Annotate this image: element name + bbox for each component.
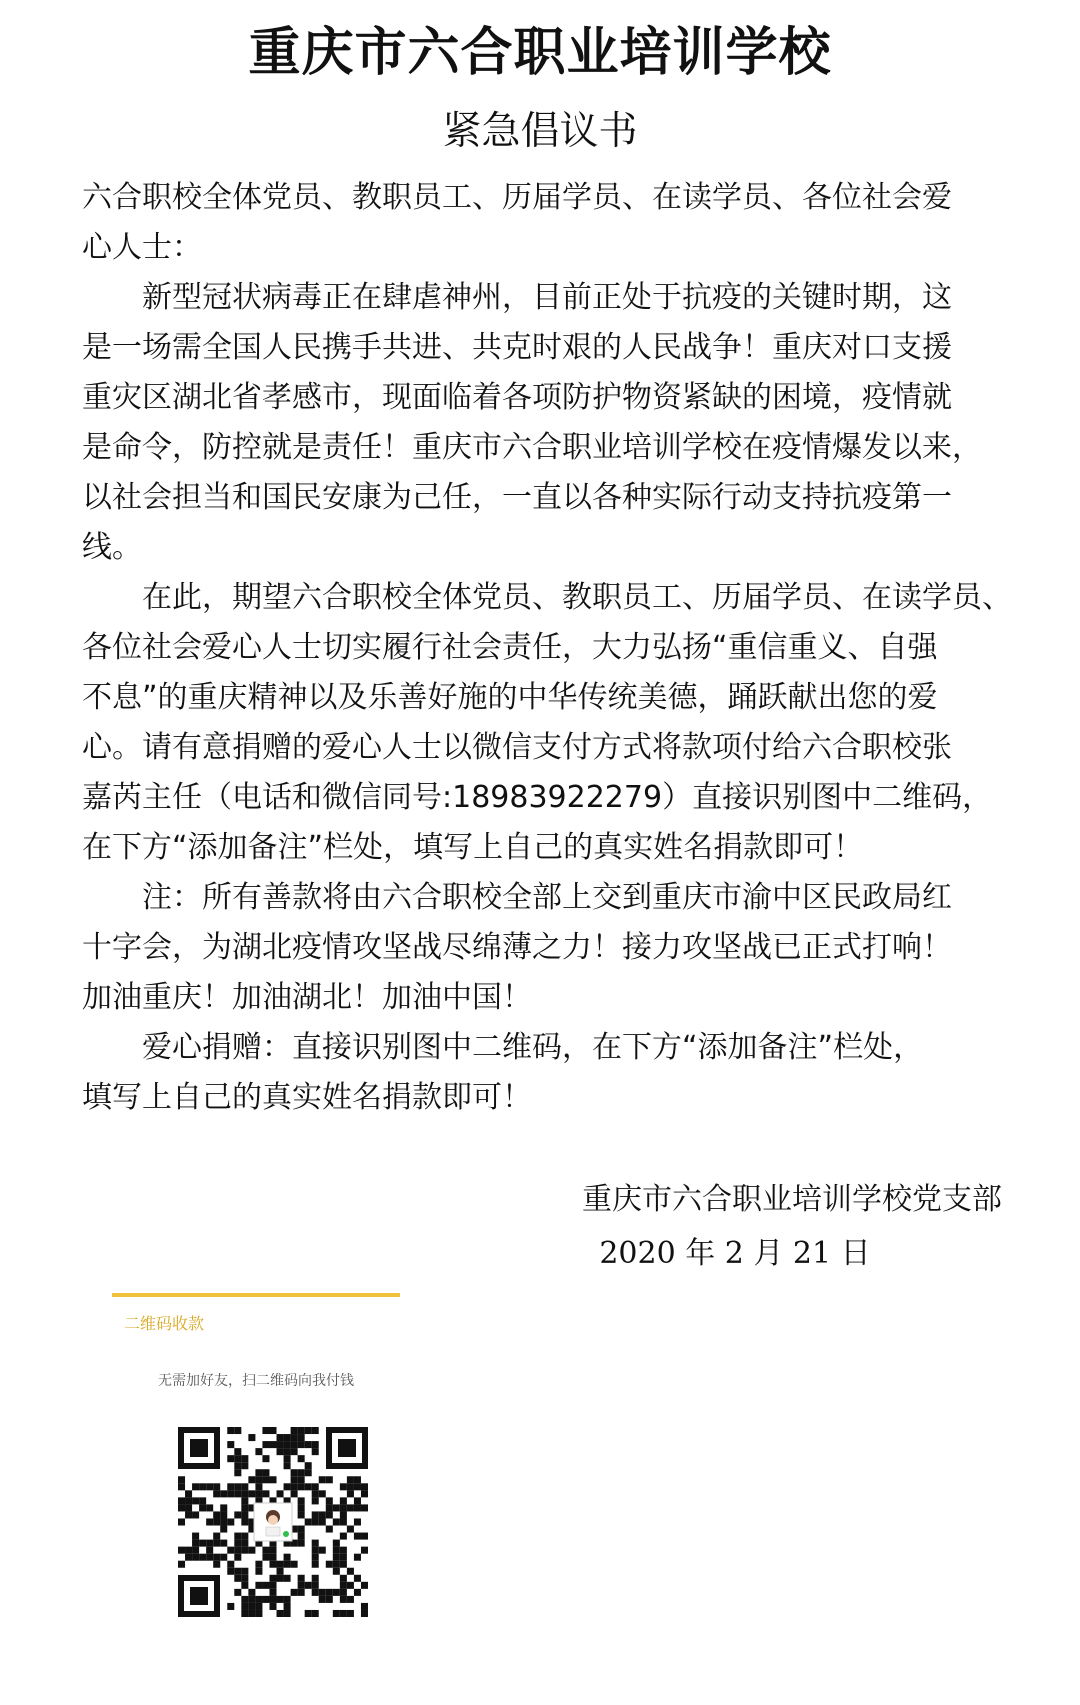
body-line: 是一场需全国人民携手共进、共克时艰的人民战争！重庆对口支援 (82, 330, 952, 365)
body-line: 注：所有善款将由六合职校全部上交到重庆市渝中区民政局红 (82, 880, 952, 915)
qr-payment-card (112, 1293, 400, 1663)
body-line: 心人士： (82, 230, 202, 265)
body-line: 心。请有意捐赠的爱心人士以微信支付方式将款项付给六合职校张 (82, 730, 952, 765)
signature-org: 重庆市六合职业培训学校党支部 (582, 1182, 1002, 1217)
body-line: 爱心捐赠：直接识别图中二维码，在下方“添加备注”栏处， (82, 1030, 924, 1065)
body-line: 重灾区湖北省孝感市，现面临着各项防护物资紧缺的困境，疫情就 (82, 380, 952, 415)
signature-date: 2020 年 2 月 21 日 (599, 1236, 871, 1271)
body-line: 在下方“添加备注”栏处，填写上自己的真实姓名捐款即可！ (82, 830, 864, 865)
qr-note: 无需加好友，扫二维码向我付钱 (158, 1373, 354, 1389)
body-line: 线。 (82, 530, 142, 565)
body-line: 是命令，防控就是责任！重庆市六合职业培训学校在疫情爆发以来， (82, 430, 982, 465)
body-line: 嘉芮主任（电话和微信同号:18983922279）直接识别图中二维码， (82, 780, 993, 815)
body-line: 加油重庆！加油湖北！加油中国！ (82, 980, 532, 1015)
body-line: 六合职校全体党员、教职员工、历届学员、在读学员、各位社会爱 (82, 180, 952, 215)
document-title: 紧急倡议书 (442, 109, 638, 154)
body-line: 以社会担当和国民安康为己任，一直以各种实际行动支持抗疫第一 (82, 480, 952, 515)
body-line: 不息”的重庆精神以及乐善好施的中华传统美德，踊跃献出您的爱 (82, 680, 938, 715)
school-title: 重庆市六合职业培训学校 (248, 23, 832, 83)
body-line: 新型冠状病毒正在肆虐神州，目前正处于抗疫的关键时期，这 (82, 280, 952, 315)
body-line: 填写上自己的真实姓名捐款即可！ (82, 1080, 532, 1115)
body-line: 十字会，为湖北疫情攻坚战尽绵薄之力！接力攻坚战已正式打响！ (82, 930, 952, 965)
qr-heading: 二维码收款 (124, 1314, 205, 1333)
qr-code-icon[interactable] (178, 1427, 368, 1617)
body-line: 各位社会爱心人士切实履行社会责任，大力弘扬“重信重义、自强 (82, 630, 938, 665)
body-line: 在此，期望六合职校全体党员、教职员工、历届学员、在读学员、 (82, 580, 1012, 615)
avatar-icon (254, 1503, 292, 1541)
qr-accent-bar (112, 1293, 400, 1297)
